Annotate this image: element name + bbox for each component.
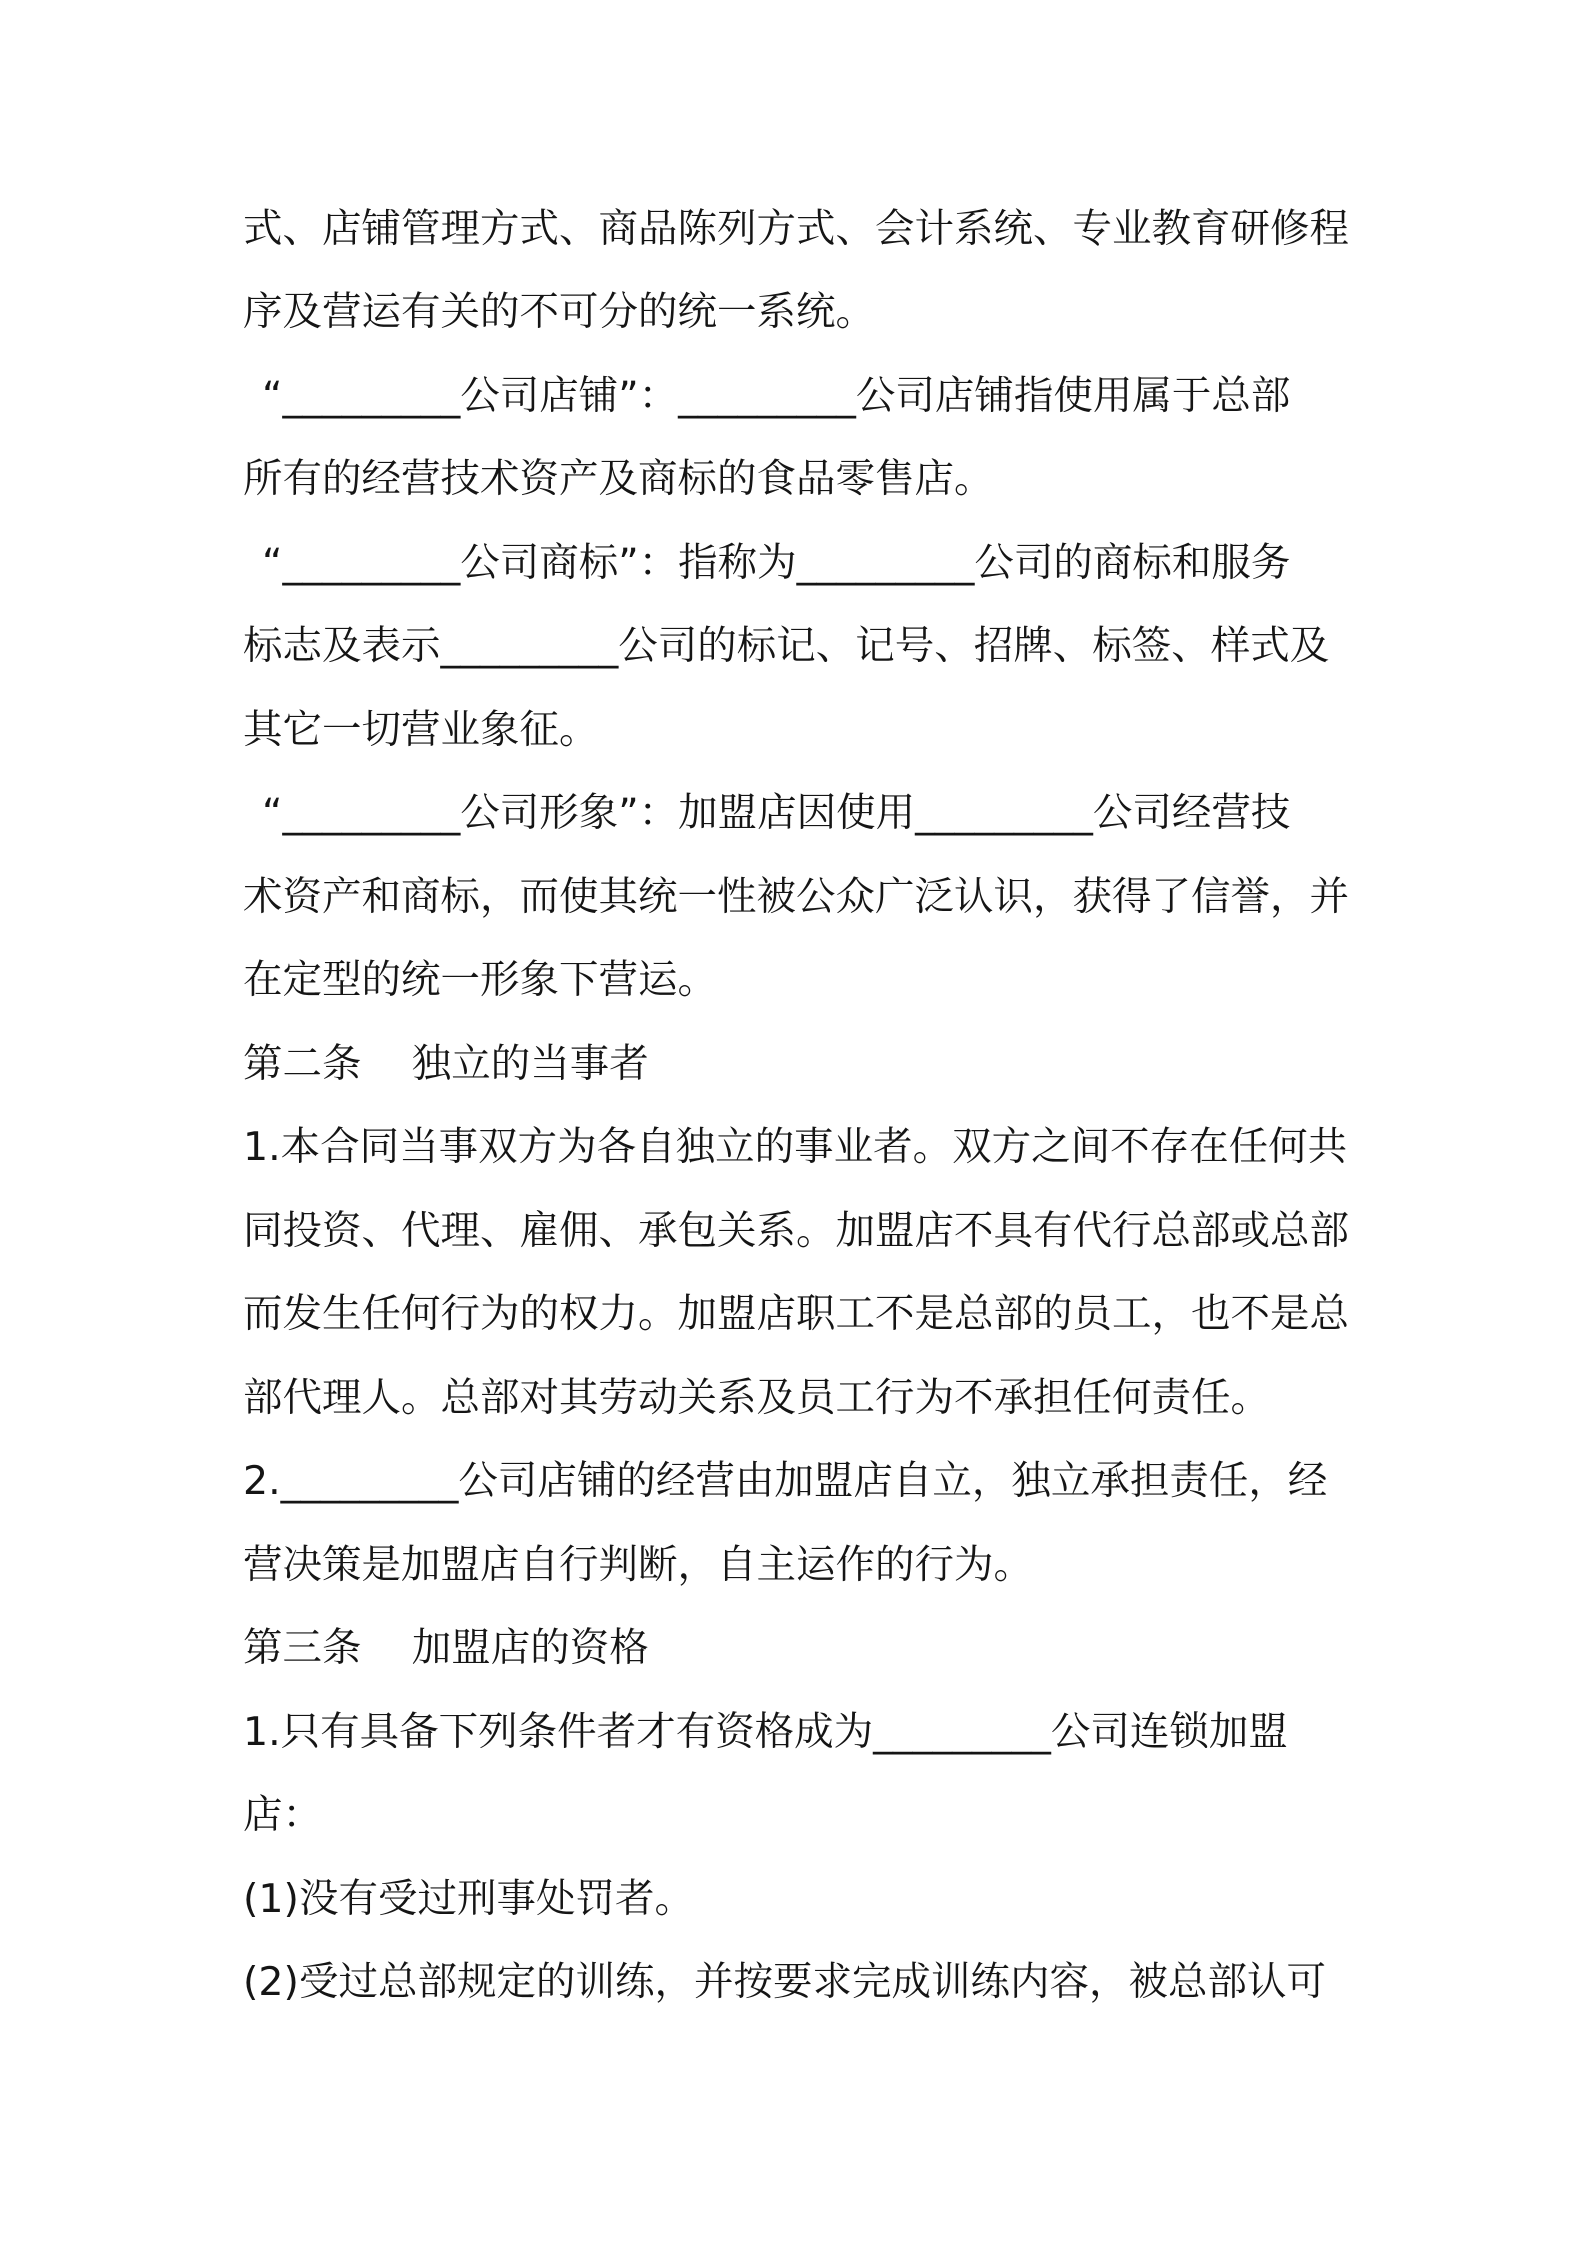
text-line: (1)没有受过刑事处罚者。 — [243, 1876, 694, 1922]
text-line: 1.只有具备下列条件者才有资格成为_________公司连锁加盟 — [243, 1709, 1288, 1755]
text-line: 其它一切营业象征。 — [243, 707, 599, 753]
text-line: (2)受过总部规定的训练，并按要求完成训练内容，被总部认可 — [243, 1959, 1326, 2005]
text-line: 1.本合同当事双方为各自独立的事业者。双方之间不存在任何共 — [243, 1124, 1348, 1170]
text-line: 部代理人。总部对其劳动关系及员工行为不承担任何责任。 — [243, 1375, 1270, 1421]
text-line: 式、店铺管理方式、商品陈列方式、会计系统、专业教育研修程 — [243, 206, 1349, 252]
article-heading: 第二条 独立的当事者 — [243, 1041, 649, 1087]
text-line: 2._________公司店铺的经营由加盟店自立，独立承担责任，经 — [243, 1458, 1328, 1504]
text-line: 标志及表示_________公司的标记、记号、招牌、标签、样式及 — [243, 623, 1330, 669]
text-line: “_________公司商标”：指称为_________公司的商标和服务 — [262, 540, 1291, 586]
text-line: 而发生任何行为的权力。加盟店职工不是总部的员工，也不是总 — [243, 1291, 1349, 1337]
text-line: 同投资、代理、雇佣、承包关系。加盟店不具有代行总部或总部 — [243, 1208, 1349, 1254]
text-line: 在定型的统一形象下营运。 — [243, 957, 717, 1003]
article-heading: 第三条 加盟店的资格 — [243, 1625, 649, 1671]
text-line: 所有的经营技术资产及商标的食品零售店。 — [243, 456, 994, 502]
text-line: 序及营运有关的不可分的统一系统。 — [243, 289, 875, 335]
text-line: “_________公司形象”：加盟店因使用_________公司经营技 — [262, 790, 1291, 836]
text-line: 术资产和商标，而使其统一性被公众广泛认识，获得了信誉，并 — [243, 874, 1349, 920]
text-line: 店： — [243, 1792, 322, 1838]
text-line: 营决策是加盟店自行判断，自主运作的行为。 — [243, 1542, 1033, 1588]
text-line: “_________公司店铺”：_________公司店铺指使用属于总部 — [262, 373, 1291, 419]
